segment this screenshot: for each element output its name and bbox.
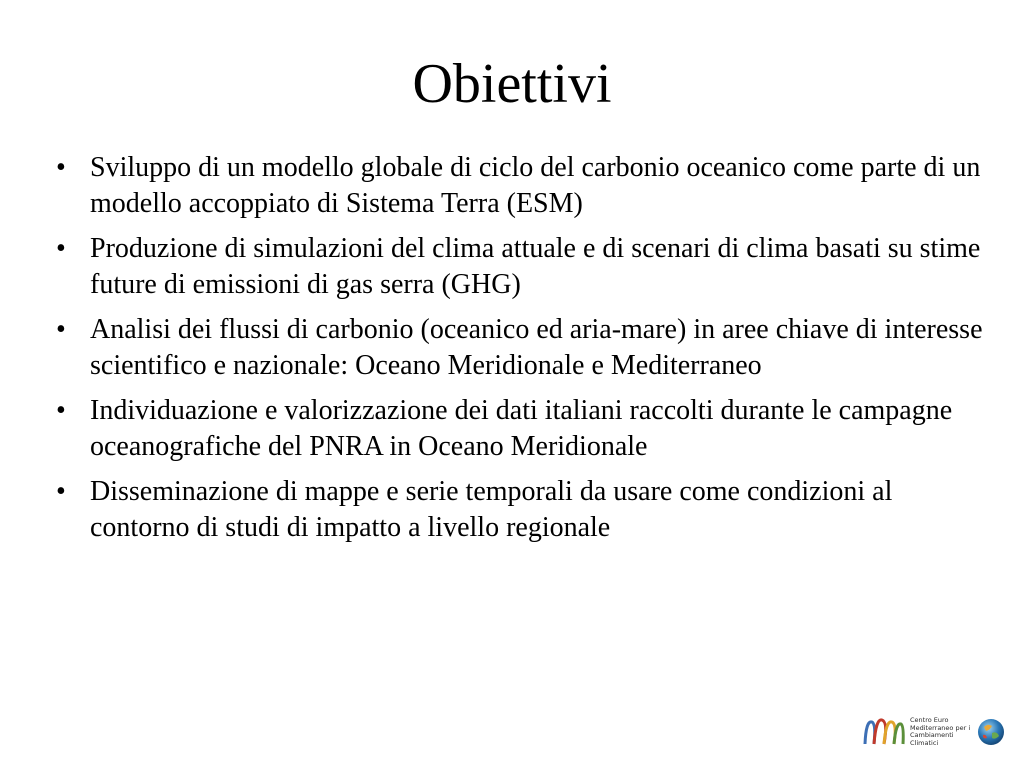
globe-icon — [976, 717, 1006, 747]
slide-title: Obiettivi — [412, 53, 612, 115]
bullet-item — [56, 393, 986, 465]
bullet-marker: • — [56, 152, 66, 183]
bullet-marker: • — [56, 233, 66, 264]
bullet-text: Disseminazione di mappe e serie temporali da usare come condizioni al contorno di studi di impatto a livello regionale — [90, 476, 893, 543]
bullet-marker: • — [56, 395, 66, 426]
bullet-marker: • — [56, 314, 66, 345]
bullet-text: Sviluppo di un modello globale di ciclo del carbonio oceanico come parte di un modello accoppiato di Sistema Terra (ESM) — [90, 152, 981, 219]
bullet-text: Produzione di simulazioni del clima attuale e di scenari di clima basati su stime future di emissioni di gas serra (GHG) — [90, 233, 981, 300]
bullet-item — [56, 150, 986, 222]
bullet-marker: • — [56, 476, 66, 507]
bullet-text: Analisi dei flussi di carbonio (oceanico ed aria-mare) in aree chiave di interesse scientifico e nazionale: Oceano Meridionale e Mediterraneo — [90, 314, 983, 381]
bullet-list — [56, 150, 986, 555]
bullet-text: Individuazione e valorizzazione dei dati italiani raccolti durante le campagne oceanografiche del PNRA in Oceano Meridionale — [90, 395, 953, 462]
bullet-item — [56, 474, 986, 546]
bullet-item — [56, 312, 986, 384]
logo-text: Centro Euro Mediterraneo per i Cambiamenti Climatici — [910, 716, 971, 747]
cmcc-logo — [862, 712, 1008, 752]
cmcc-logo-icon — [862, 714, 906, 750]
bullet-item — [56, 231, 986, 303]
